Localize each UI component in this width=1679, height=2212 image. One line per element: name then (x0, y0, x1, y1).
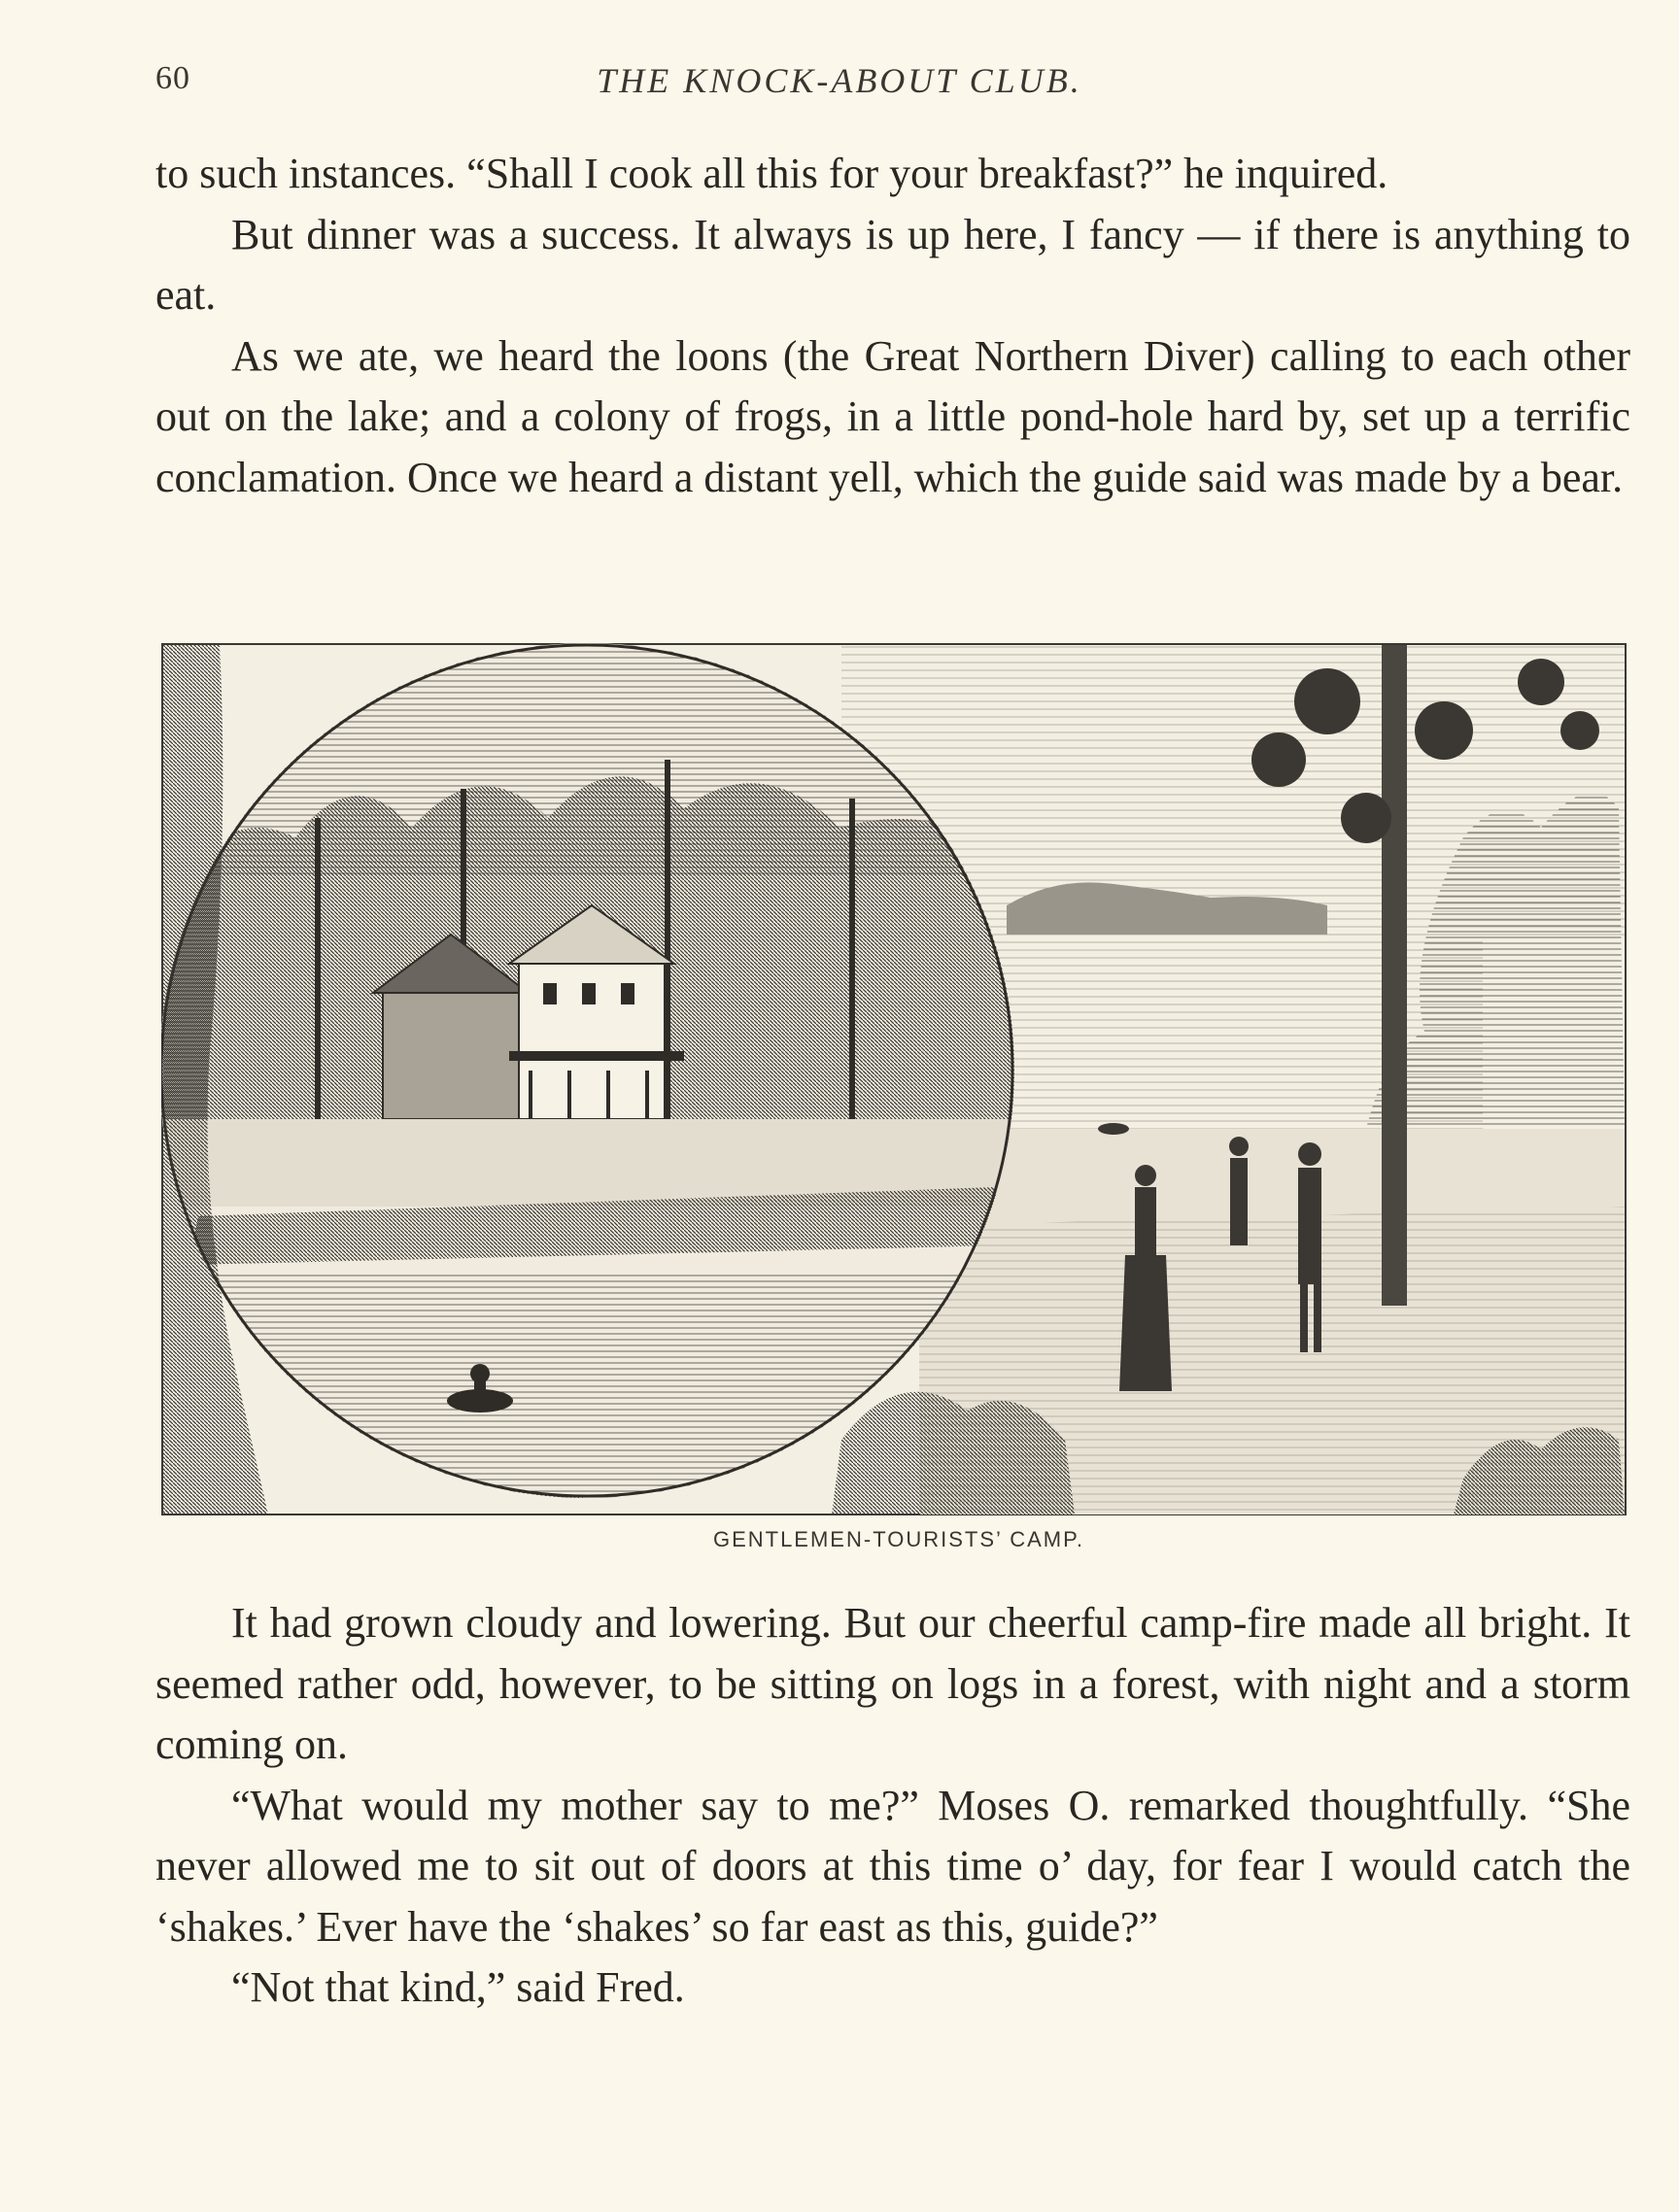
bottom-text-block (155, 1593, 1630, 2019)
page-number: 60 (155, 60, 190, 96)
engraving-illustration (161, 643, 1628, 1517)
top-text-block (155, 144, 1630, 508)
paragraph: It had grown cloudy and lowering. But our cheerful camp-fire made all bright. It seemed rather odd, however, to be sitting on logs in a forest, with night and a storm coming on. (155, 1599, 1630, 1768)
paragraph: to such instances. “Shall I cook all this for your breakfast?” he inquired. (155, 150, 1388, 197)
paragraph: As we ate, we heard the loons (the Great Northern Diver) calling to each other out on the lake; and a colony of frogs, in a little pond-hole hard by, set up a terrific conclamation. Once we heard a distant yell, which the guide said was made by a bear. (155, 331, 1630, 501)
paragraph: But dinner was a success. It always is up here, I fancy — if there is anything to eat. (155, 210, 1630, 319)
paragraph: “Not that kind,” said Fred. (231, 1963, 685, 2011)
paragraph: “What would my mother say to me?” Moses O. remarked thoughtfully. “She never allowed me to sit out of doors at this time o’ day, for fear I would catch the ‘shakes.’ Ever have the ‘shakes’ so far east as this, guide?” (155, 1781, 1630, 1951)
illustration-caption: GENTLEMEN-TOURISTS’ CAMP. (712, 1527, 1085, 1551)
running-title: THE KNOCK-ABOUT CLUB. (597, 61, 1082, 100)
